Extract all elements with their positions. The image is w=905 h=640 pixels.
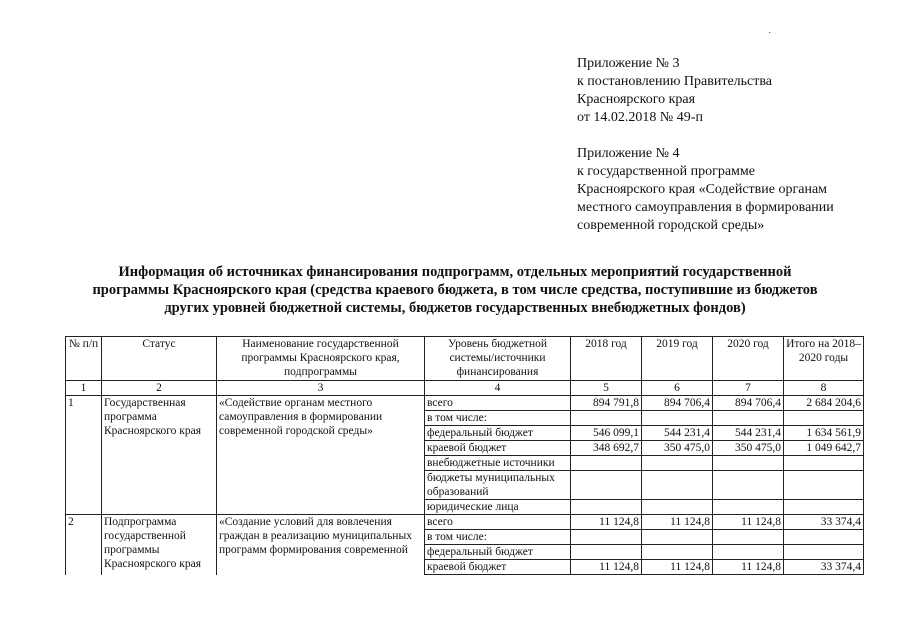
- appendix-3-line: Красноярского края: [577, 92, 696, 107]
- level-cell: федеральный бюджет: [425, 545, 571, 560]
- column-number: 4: [425, 381, 571, 396]
- header-cell: Итого на 2018–2020 годы: [784, 337, 864, 381]
- value-2019: 11 124,8: [642, 515, 713, 530]
- value-2019: 350 475,0: [642, 441, 713, 456]
- value-total: [784, 471, 864, 500]
- program-name-cell: «Создание условий для вовлечения граждан в реализацию муниципальных программ формирования современной: [217, 515, 425, 575]
- header-cell: № п/п: [66, 337, 102, 381]
- row-number: 1: [66, 396, 102, 515]
- header-cell: 2018 год: [571, 337, 642, 381]
- level-cell: краевой бюджет: [425, 441, 571, 456]
- value-2020: [713, 456, 784, 471]
- appendix-3-line: от 14.02.2018 № 49-п: [577, 110, 703, 125]
- value-2020: 544 231,4: [713, 426, 784, 441]
- value-total: 1 634 561,9: [784, 426, 864, 441]
- level-cell: в том числе:: [425, 530, 571, 545]
- column-number: 1: [66, 381, 102, 396]
- value-2018: [571, 500, 642, 515]
- title-line: других уровней бюджетной системы, бюджетов государственных внебюджетных фондов): [164, 300, 746, 316]
- table-row: [66, 396, 864, 411]
- value-2018: 894 791,8: [571, 396, 642, 411]
- appendix-3-block: [577, 55, 877, 127]
- value-total: [784, 530, 864, 545]
- title-line: программы Красноярского края (средства краевого бюджета, в том числе средства, поступившие из бюджетов: [92, 282, 818, 298]
- status-cell: Государственная программа Красноярского края: [102, 396, 217, 515]
- level-cell: федеральный бюджет: [425, 426, 571, 441]
- column-number: 2: [102, 381, 217, 396]
- value-total: 33 374,4: [784, 515, 864, 530]
- appendix-3-line: к постановлению Правительства: [577, 74, 773, 89]
- header-cell: Наименование государственной программы Красноярского края, подпрограммы: [217, 337, 425, 381]
- table-row: [66, 515, 864, 530]
- value-2020: [713, 471, 784, 500]
- value-2018: 11 124,8: [571, 515, 642, 530]
- value-2020: [713, 545, 784, 560]
- column-number-row: [66, 381, 864, 396]
- table-header-row: [66, 337, 864, 381]
- column-number: 6: [642, 381, 713, 396]
- appendix-4-line: Приложение № 4: [577, 146, 680, 161]
- value-2020: [713, 411, 784, 426]
- level-cell: юридические лица: [425, 500, 571, 515]
- scan-mark: ·: [768, 28, 772, 39]
- row-number: 2: [66, 515, 102, 575]
- value-2019: [642, 530, 713, 545]
- column-number: 5: [571, 381, 642, 396]
- value-total: [784, 456, 864, 471]
- value-2019: 11 124,8: [642, 560, 713, 575]
- value-2018: [571, 456, 642, 471]
- title-line: Информация об источниках финансирования подпрограмм, отдельных мероприятий государственной: [118, 264, 792, 280]
- value-2019: [642, 545, 713, 560]
- value-total: [784, 500, 864, 515]
- level-cell: краевой бюджет: [425, 560, 571, 575]
- value-total: 2 684 204,6: [784, 396, 864, 411]
- header-cell: Статус: [102, 337, 217, 381]
- appendix-4-line: современной городской среды»: [577, 218, 765, 233]
- status-cell: Подпрограмма государственной программы Красноярского края: [102, 515, 217, 575]
- appendix-4-line: Красноярского края «Содействие органам: [577, 182, 828, 197]
- level-cell: бюджеты муниципальных образований: [425, 471, 571, 500]
- column-number: 7: [713, 381, 784, 396]
- value-total: 1 049 642,7: [784, 441, 864, 456]
- column-number: 8: [784, 381, 864, 396]
- value-2018: [571, 545, 642, 560]
- appendix-4-line: к государственной программе: [577, 164, 755, 179]
- level-cell: в том числе:: [425, 411, 571, 426]
- value-2020: [713, 530, 784, 545]
- column-number: 3: [217, 381, 425, 396]
- program-name-cell: «Содействие органам местного самоуправления в формировании современной городской среды»: [217, 396, 425, 515]
- level-cell: всего: [425, 396, 571, 411]
- header-cell: Уровень бюджетной системы/источники финансирования: [425, 337, 571, 381]
- value-2020: 894 706,4: [713, 396, 784, 411]
- value-total: [784, 411, 864, 426]
- value-total: [784, 545, 864, 560]
- level-cell: всего: [425, 515, 571, 530]
- value-total: 33 374,4: [784, 560, 864, 575]
- value-2018: 546 099,1: [571, 426, 642, 441]
- value-2018: [571, 530, 642, 545]
- value-2018: [571, 471, 642, 500]
- financing-table: [65, 336, 864, 575]
- value-2020: [713, 500, 784, 515]
- value-2019: [642, 411, 713, 426]
- value-2018: 348 692,7: [571, 441, 642, 456]
- document-title: [50, 263, 860, 317]
- header-cell: 2020 год: [713, 337, 784, 381]
- value-2018: [571, 411, 642, 426]
- header-cell: 2019 год: [642, 337, 713, 381]
- value-2018: 11 124,8: [571, 560, 642, 575]
- value-2019: 544 231,4: [642, 426, 713, 441]
- value-2020: 11 124,8: [713, 515, 784, 530]
- value-2019: [642, 456, 713, 471]
- value-2020: 11 124,8: [713, 560, 784, 575]
- appendix-4-line: местного самоуправления в формировании: [577, 200, 834, 215]
- value-2019: [642, 500, 713, 515]
- value-2019: 894 706,4: [642, 396, 713, 411]
- value-2020: 350 475,0: [713, 441, 784, 456]
- appendix-3-line: Приложение № 3: [577, 56, 680, 71]
- value-2019: [642, 471, 713, 500]
- appendix-4-block: [577, 145, 877, 235]
- level-cell: внебюджетные источники: [425, 456, 571, 471]
